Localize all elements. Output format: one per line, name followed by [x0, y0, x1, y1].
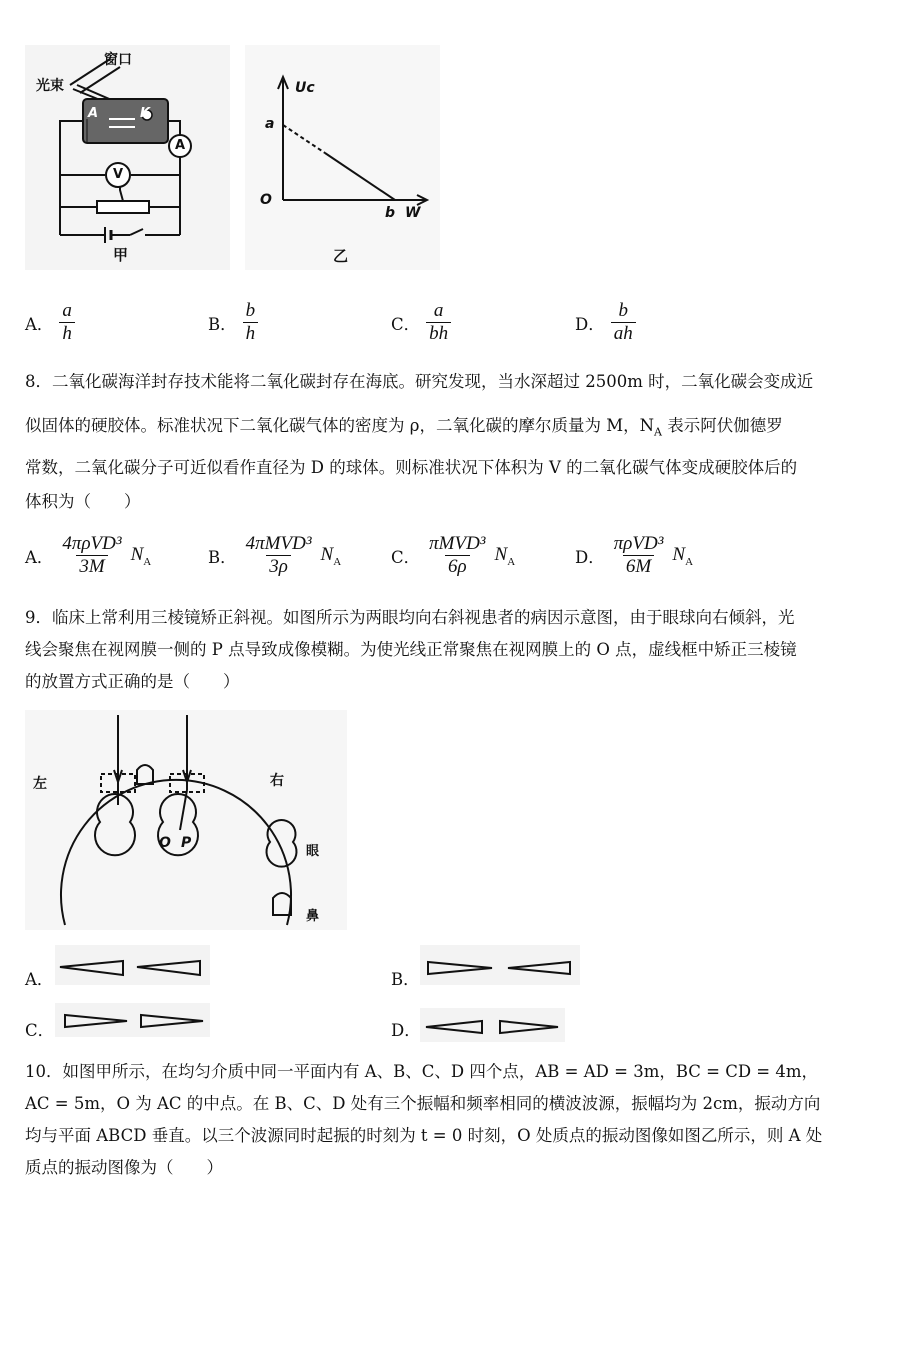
q7-option-b[interactable]: B． $\frac{b}{h}$ — [208, 300, 258, 345]
prism-icon — [65, 1015, 127, 1027]
label-origin: O — [260, 192, 272, 208]
prism-icon — [508, 962, 570, 974]
q9-line-3: 的放置方式正确的是（ ） — [25, 672, 240, 691]
q9-option-b-prisms[interactable] — [420, 945, 580, 985]
eyes-diagram — [25, 710, 347, 930]
label-beam: 光束 — [36, 78, 64, 94]
prism-icon — [137, 961, 200, 975]
q8-line-4: 体积为（ ） — [25, 492, 141, 511]
label-right: 右 — [270, 773, 284, 789]
q7-option-a[interactable]: A． $\frac{a}{h}$ — [25, 300, 75, 345]
label-point-o: O — [159, 835, 171, 851]
label-point-p: P — [181, 835, 192, 851]
q8-option-d[interactable]: D． $\frac{\text{πρVD³}}{6M}$ $N_A$ — [575, 533, 694, 577]
label-uc: Uc — [295, 80, 315, 96]
caption-yi: 乙 — [333, 247, 349, 265]
prism-icon — [60, 961, 123, 975]
q8-line-1: 8．二氧化碳海洋封存技术能将二氧化碳封存在海底。研究发现，当水深超过 2500m 时，二氧化碳会变成近 — [25, 372, 814, 391]
q9-line-1: 9．临床上常利用三棱镜矫正斜视。如图所示为两眼均向右斜视患者的病因示意图，由于眼球向右倾斜，光 — [25, 608, 795, 627]
prism-icon — [500, 1021, 558, 1033]
q7-option-c[interactable]: C． $\frac{a}{bh}$ — [391, 300, 451, 345]
q10-line-1: 10．如图甲所示，在均匀介质中同一平面内有 A、B、C、D 四个点，AB = AD = 3m，BC = CD = 4m， — [25, 1062, 819, 1081]
q10-line-2: AC = 5m，O 为 AC 的中点。在 B、C、D 处有三个振幅和频率相同的横波波源，振幅均为 2cm，振动方向 — [25, 1094, 821, 1113]
q8-line-2: 似固体的硬胶体。标准状况下二氧化碳气体的密度为 ρ，二氧化碳的摩尔质量为 M，$N_A$ 表示阿伏伽德罗 — [25, 416, 783, 439]
q7-option-d[interactable]: D． $\frac{b}{ah}$ — [575, 300, 636, 345]
q9-option-a-prisms[interactable] — [55, 945, 210, 985]
caption-jia: 甲 — [113, 246, 129, 264]
q8-option-a[interactable]: A． $\frac{\text{4πρVD³}}{3M}$ $N_A$ — [25, 533, 152, 577]
label-nose: 鼻 — [306, 909, 320, 924]
label-a: a — [265, 116, 275, 132]
q9-option-a-label: A． — [25, 970, 54, 989]
prism-icon — [141, 1015, 203, 1027]
q9-line-2: 线会聚焦在视网膜一侧的 P 点导致成像模糊。为使光线正常聚焦在视网膜上的 O 点，虚线框中矫正三棱镜 — [25, 640, 797, 659]
label-ammeter: A — [175, 138, 186, 153]
q10-line-4: 质点的振动图像为（ ） — [25, 1158, 223, 1177]
q9-option-c-label: C． — [25, 1021, 55, 1040]
q9-option-b-label: B． — [391, 970, 420, 989]
q9-option-d-prisms[interactable] — [420, 1008, 565, 1042]
label-anode: A — [88, 106, 99, 121]
q9-option-c-prisms[interactable] — [55, 1003, 210, 1037]
q9-option-d-label: D． — [391, 1021, 421, 1040]
label-left: 左 — [33, 776, 47, 792]
label-eye: 眼 — [306, 844, 320, 859]
label-voltmeter: V — [113, 167, 124, 182]
q10-line-3: 均与平面 ABCD 垂直。以三个波源同时起振的时刻为 t = 0 时刻，O 处质点的振动图像如图乙所示，则 A 处 — [25, 1126, 823, 1145]
q8-option-b[interactable]: B． $\frac{\text{4πMVD³}}{3\rho}$ $N_A$ — [208, 533, 342, 577]
q8-option-c[interactable]: C． $\frac{\text{πMVD³}}{6\rho}$ $N_A$ — [391, 533, 516, 577]
uc-w-graph — [245, 45, 440, 270]
prism-icon — [428, 962, 492, 974]
label-w: W — [405, 205, 421, 221]
prism-icon — [426, 1021, 482, 1033]
label-b: b — [385, 205, 396, 221]
label-cathode: K — [140, 106, 151, 121]
q8-line-3: 常数，二氧化碳分子可近似看作直径为 D 的球体。则标准状况下体积为 V 的二氧化碳气体变成硬胶体后的 — [25, 458, 798, 477]
label-window: 窗口 — [104, 52, 132, 68]
